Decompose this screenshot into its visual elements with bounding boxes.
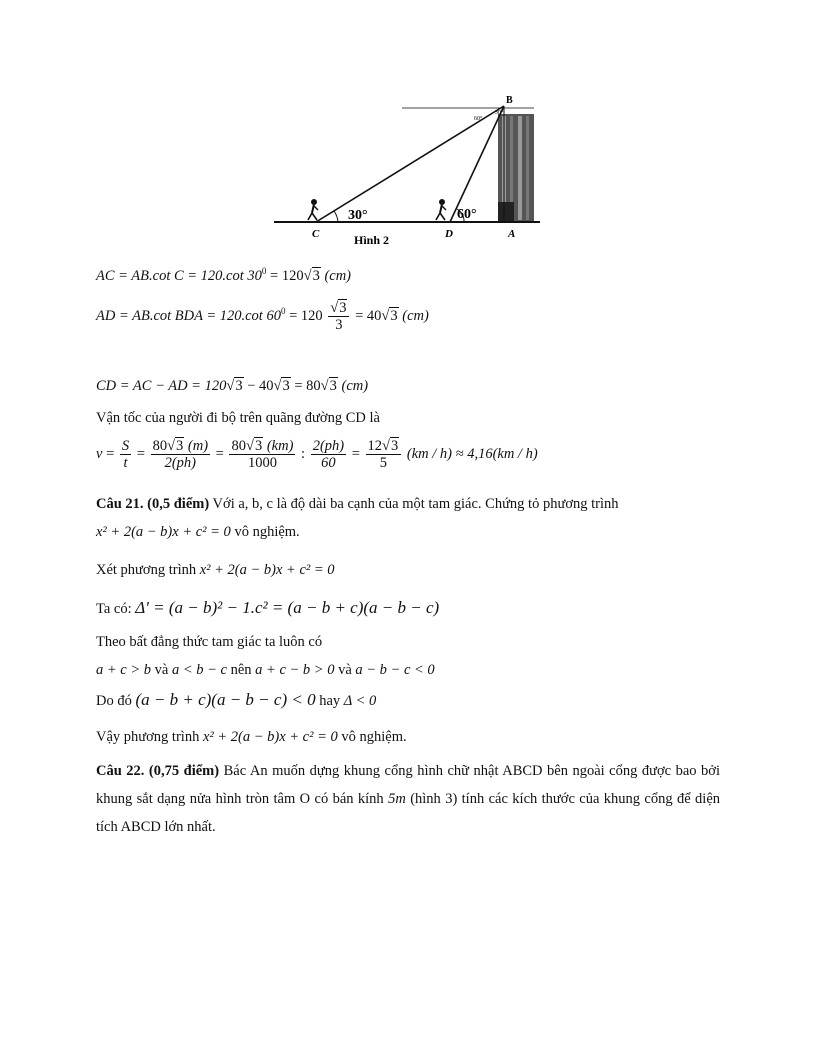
question-21-heading: Câu 21. (0,5 điểm) (96, 496, 210, 512)
equation-ad: AD = AB.cot BDA = 120.cot $60^0 = 120$ $\frac{√3}{3}$ = 40√3 (cm) (96, 300, 429, 333)
equation-velocity: v = $\frac{S}{t}$ = $\frac{80√3 (m)}{2(ph)}$ = $\frac{80√3 (km)}{1000}$ : $\frac{2(ph)}{60}$ = $\frac{12√3}{5}$ (km / h) ≈ 4,16(km / h) (96, 438, 538, 471)
figure-hinh-2 (272, 94, 542, 248)
question-21-equation: x² + 2(a − b)x + c² = 0 (96, 524, 231, 540)
line-BC (316, 106, 504, 222)
inequalities-line: a + c > b và a < b − c nên a + c − b > 0 và a − b − c < 0 (96, 662, 435, 678)
figure-caption: Hình 2 (354, 233, 390, 247)
walker-D (436, 200, 446, 221)
delta-line: Ta có: Δ' = (a − b)² − 1.c² = (a − b + c)(a − b − c) (96, 598, 440, 617)
angle-D-label: 60° (457, 207, 477, 222)
question-22: Câu 22. (0,75 điểm) Bác An muốn dựng khung cổng hình chữ nhật ABCD bên ngoài cổng được bao bởi khung sắt dạng nửa hình tròn tâm O có bán kính 5m (hình 3) tính các kích thước của khung cổng để diện tích ABCD lớn nhất. (96, 763, 721, 835)
angle-C-label: 30° (348, 208, 368, 223)
walker-C (308, 200, 318, 221)
building (498, 114, 534, 222)
therefore-line: Do đó (a − b + c)(a − b − c) < 0 hay Δ < 0 (96, 690, 377, 709)
label-B: B (506, 95, 513, 106)
question-21: Câu 21. (0,5 điểm) Với a, b, c là độ dài ba cạnh của một tam giác. Chứng tỏ phương trình x² + 2(a − b)x + c² = 0 vô nghiệm. (96, 496, 619, 540)
velocity-text: Vận tốc của người đi bộ trên quãng đường CD là (96, 410, 380, 426)
consider-equation: Xét phương trình x² + 2(a − b)x + c² = 0 (96, 562, 335, 578)
fraction-sqrt3-over-3: $\frac{√3}{3}$ (328, 300, 349, 333)
equation-ac: AC = AB.cot C = 120.cot $30^0 = 120√3$ (cm) (96, 266, 352, 284)
label-C: C (312, 228, 320, 240)
conclusion-line: Vậy phương trình x² + 2(a − b)x + c² = 0 vô nghiệm. (96, 729, 407, 745)
label-D: D (445, 228, 453, 240)
equation-cd: CD = AC − AD = 120√3 − 40√3 = 80√3 (cm) (96, 378, 369, 394)
question-22-heading: Câu 22. (0,75 điểm) (96, 763, 220, 779)
triangle-inequality-text: Theo bất đẳng thức tam giác ta luôn có (96, 634, 323, 650)
angle-B-label-2: 30° (495, 110, 504, 116)
label-A: A (508, 228, 516, 240)
angle-B-label-1: 60° (474, 116, 483, 122)
